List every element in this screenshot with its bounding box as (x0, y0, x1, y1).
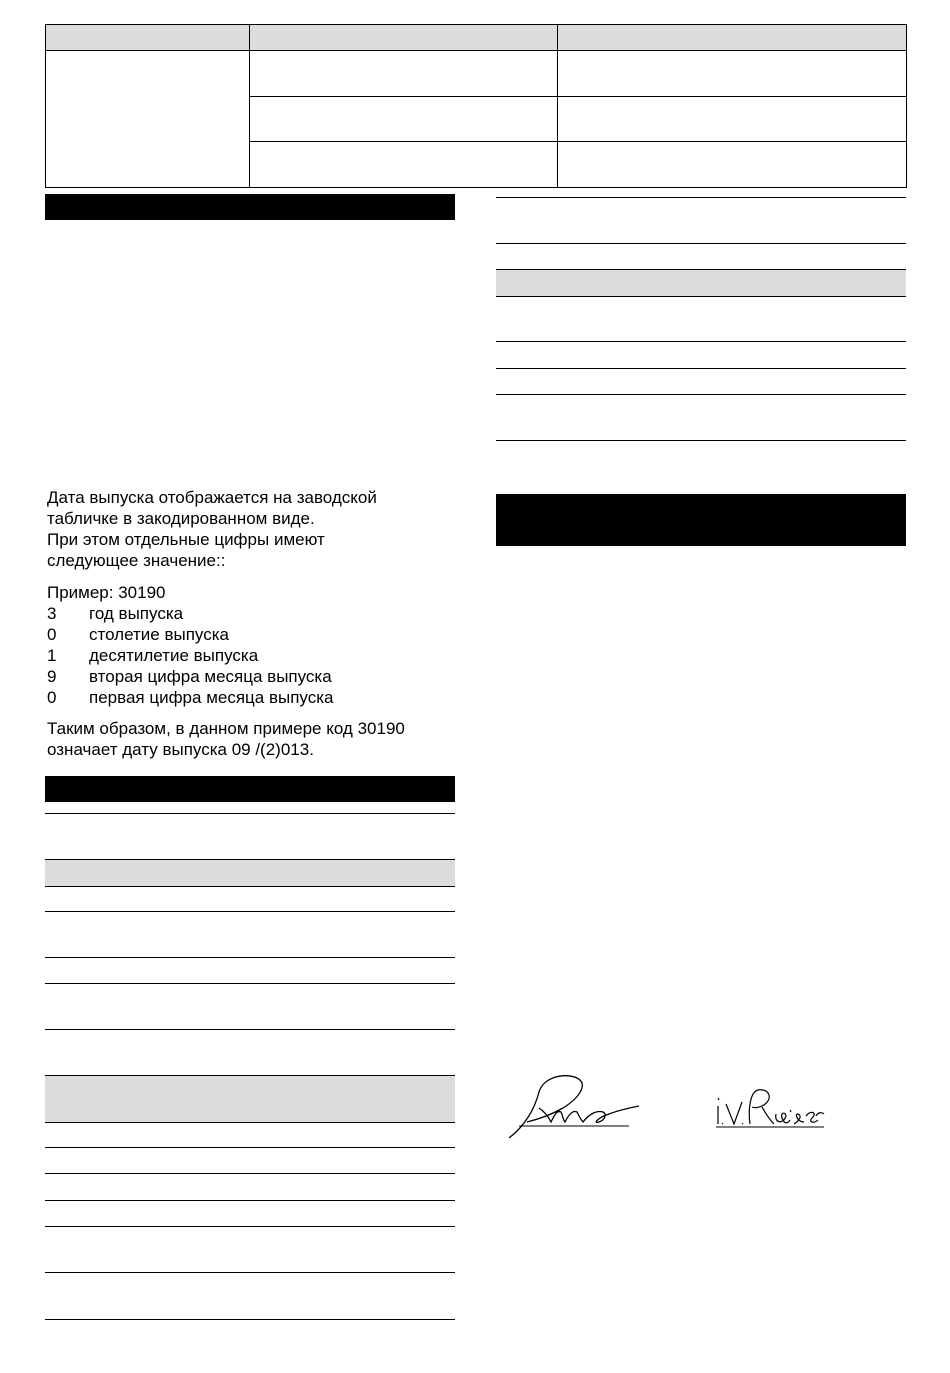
signature-right (712, 1080, 828, 1130)
table-header-band (45, 859, 455, 887)
section-heading-bar (45, 776, 455, 802)
digit-meaning: столетие выпуска (89, 625, 229, 644)
rule (496, 394, 906, 395)
date-paragraph (47, 487, 457, 571)
table-header-band (45, 1075, 455, 1123)
rule (496, 341, 906, 342)
rule (45, 1029, 455, 1030)
rule (45, 1147, 455, 1148)
top-table (45, 24, 907, 188)
table-header-row (46, 25, 907, 51)
list-item (47, 666, 457, 687)
rule (45, 911, 455, 912)
rule (45, 983, 455, 984)
example-label: Пример: 30190 (47, 583, 166, 602)
list-item (47, 645, 457, 666)
rule (45, 1200, 455, 1201)
conclusion-line: Таким образом, в данном примере код 30190 (47, 719, 405, 738)
digit: 9 (47, 667, 57, 686)
rule (45, 1173, 455, 1174)
digit-meaning: первая цифра месяца выпуска (89, 688, 334, 707)
conclusion-line: означает дату выпуска 09 /(2)013. (47, 740, 314, 759)
digit-meaning: десятилетие выпуска (89, 646, 259, 665)
rule (45, 1272, 455, 1273)
list-item (47, 624, 457, 645)
rule (496, 440, 906, 441)
rule (45, 1226, 455, 1227)
digit-meaning: год выпуска (89, 604, 184, 623)
paragraph-line: табличке в закодированном виде. (47, 509, 315, 528)
list-item (47, 687, 457, 708)
table-row (46, 51, 907, 97)
paragraph-line: следующее значение:: (47, 551, 226, 570)
table-header-band (496, 269, 906, 297)
rule (45, 813, 455, 814)
conclusion-paragraph (47, 718, 467, 760)
rule (45, 957, 455, 958)
paragraph-line: При этом отдельные цифры имеют (47, 530, 325, 549)
rule (496, 243, 906, 244)
digit: 0 (47, 688, 57, 707)
digit: 1 (47, 646, 57, 665)
digit: 3 (47, 604, 57, 623)
digit: 0 (47, 625, 57, 644)
list-item (47, 603, 457, 624)
rule (496, 197, 906, 198)
digit-list (47, 603, 457, 708)
rule (45, 1319, 455, 1320)
signature-left (505, 1068, 645, 1143)
paragraph-line: Дата выпуска отображается на заводской (47, 488, 377, 507)
section-heading-bar (496, 494, 906, 546)
section-heading-bar (45, 194, 455, 220)
digit-meaning: вторая цифра месяца выпуска (89, 667, 332, 686)
rule (496, 368, 906, 369)
